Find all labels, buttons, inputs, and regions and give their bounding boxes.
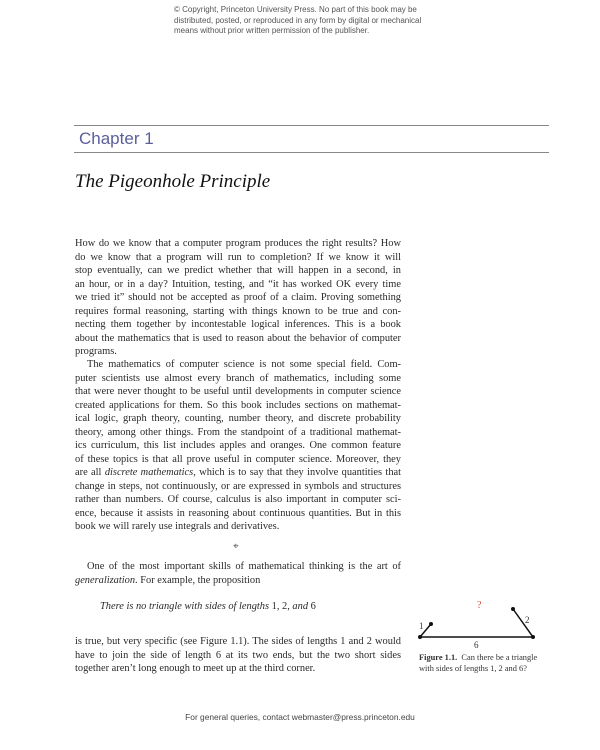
- vertex: [511, 607, 515, 611]
- text-line: of these topics is that all prove useful in computer science. Moreover, they: [75, 453, 401, 465]
- text-span: There is no triangle with sides of lengths: [100, 601, 272, 612]
- text-span: 1, 2,: [271, 601, 290, 612]
- text-line: an hour, or in a day? Intuition, testing, and “it has worked OK every time: [75, 278, 401, 290]
- text-line: do we know that a program will run to completion? If we know it will: [75, 251, 401, 263]
- text-line: How do we know that a computer program produces the right results? How: [75, 238, 401, 249]
- text-line: stop eventually, can we predict whether that will happen in a second, in: [75, 265, 401, 276]
- text-line: book we will rarely use integrals and derivatives.: [75, 521, 280, 532]
- text-line: about the mathematics that is used to reason about the behavior of computer: [75, 332, 401, 344]
- copyright-line: distributed, posted, or reproduced in any form by digital or mechanical: [174, 15, 422, 25]
- text-line: that were never thought to be useful until developments in computer science: [75, 386, 401, 397]
- divider: [74, 152, 549, 153]
- section-ornament-icon: ⌖: [233, 541, 239, 552]
- text-line: ence, because it assists in reasoning about continuous quantities. But in this: [75, 507, 401, 519]
- vertex: [418, 635, 422, 639]
- text-line: theory, among other things. From the standpoint of a traditional mathemat-: [75, 426, 401, 438]
- text-line: is true, but very specific (see Figure 1.1). The sides of lengths 1 and 2 would: [75, 636, 401, 647]
- question-mark: ?: [477, 600, 482, 611]
- label-6: 6: [474, 640, 479, 650]
- figure-caption: [419, 652, 554, 674]
- text-line: The mathematics of computer science is not some special field. Com-: [87, 359, 401, 370]
- copyright-notice: [174, 5, 444, 37]
- vertex: [531, 635, 535, 639]
- text-line: [75, 466, 401, 480]
- chapter-title: The Pigeonhole Principle: [75, 171, 271, 192]
- paragraph-2: [75, 358, 401, 534]
- text-line: [75, 574, 401, 588]
- text-span: and: [289, 601, 311, 612]
- copyright-line: means without prior written permission of the publisher.: [174, 26, 370, 35]
- text-line: we tried it” should not be accepted as proof of a claim. Proving something: [75, 292, 401, 303]
- text-line: rather than numbers. Of course, calculus is also important in computer sci-: [75, 494, 401, 505]
- text-line: together aren’t long enough to meet up at the third corner.: [75, 663, 316, 674]
- caption-label: Figure 1.1.: [419, 653, 458, 662]
- label-1: 1: [419, 621, 424, 631]
- text-line: ical logic, graph theory, counting, number theory, and discrete probability: [75, 413, 401, 424]
- label-2: 2: [525, 615, 530, 625]
- text-line: necting them together by incontestable logical inferences. This is a book: [75, 319, 401, 330]
- proposition: [100, 601, 316, 612]
- text-line: created applications for them. So this book includes sections on mathemat-: [75, 399, 401, 411]
- divider: [74, 125, 549, 126]
- caption-text: Can there be a triangle with sides of lengths 1, 2 and 6?: [419, 653, 538, 673]
- paragraph-1: [75, 237, 401, 359]
- chapter-label: Chapter 1: [79, 129, 154, 148]
- text-span: 6: [310, 601, 316, 612]
- text-line: puter scientists use almost every branch of mathematics, including some: [75, 372, 401, 384]
- text-span: . For example, the proposition: [135, 574, 261, 586]
- paragraph-3: [75, 560, 401, 587]
- text-span: are all: [75, 467, 105, 478]
- text-line: requires formal reasoning, starting with things known to be true and con-: [75, 305, 401, 317]
- text-line: One of the most important skills of mathematical thinking is the art of: [87, 561, 401, 572]
- text-span: , which is to say that they involve quantities that: [193, 467, 402, 478]
- emphasis: discrete mathematics: [104, 467, 194, 478]
- text-line: ics curriculum, this list includes apples and oranges. One common feature: [75, 440, 401, 451]
- vertex: [429, 622, 433, 626]
- footer: For general queries, contact webmaster@press.princeton.edu: [185, 712, 415, 722]
- text-line: programs.: [75, 346, 117, 357]
- figure-triangle-diagram: [415, 596, 555, 652]
- copyright-line: © Copyright, Princeton University Press. No part of this book may be: [174, 5, 417, 14]
- paragraph-4: [75, 635, 401, 676]
- side-2: [513, 609, 533, 637]
- emphasis: generalization: [75, 574, 136, 586]
- text-line: have to join the side of length 6 at its two ends, but the two short sides: [75, 649, 401, 661]
- text-line: change in steps, not continuously, or are expressed in symbols and structures: [75, 480, 401, 492]
